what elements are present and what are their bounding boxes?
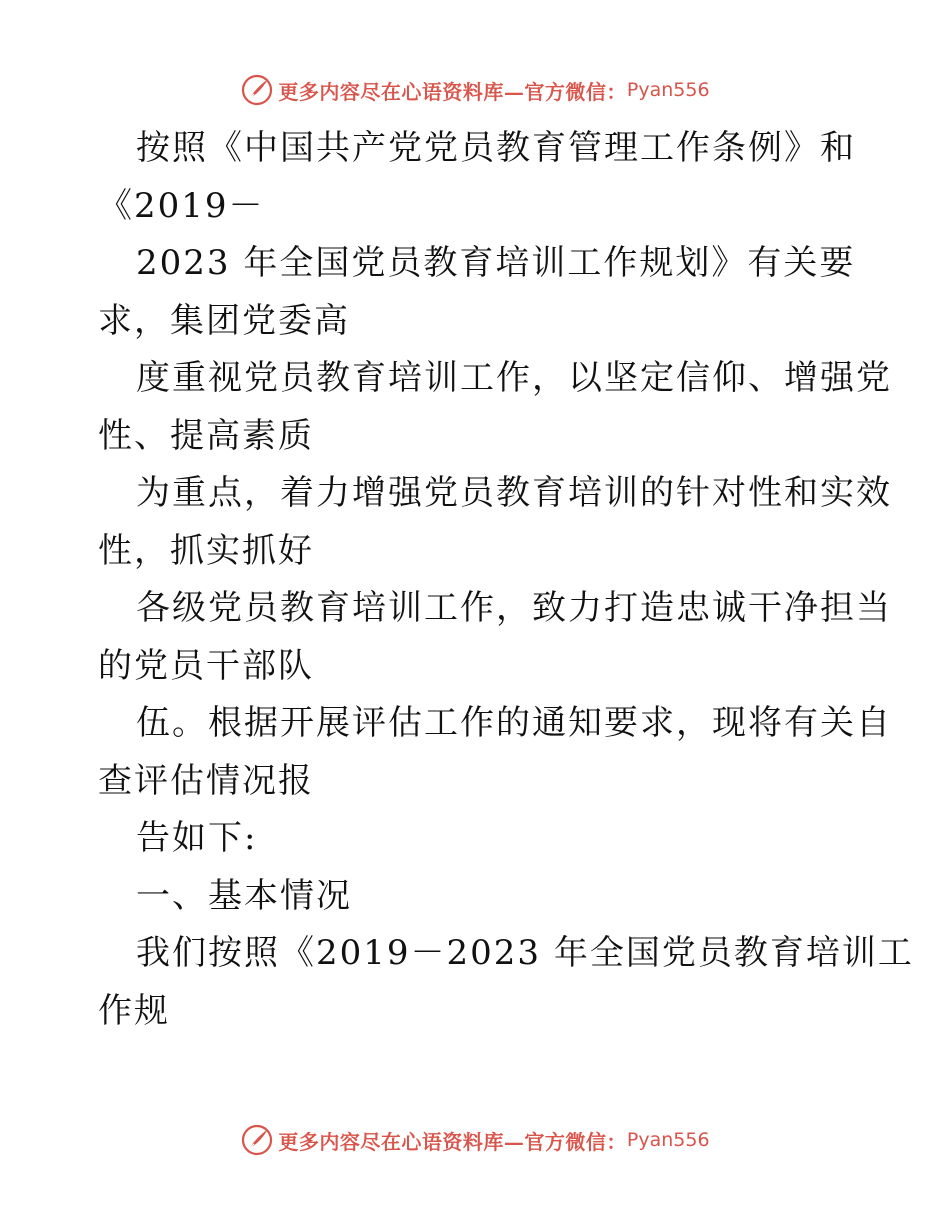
paragraph-line: 求，集团党委高	[98, 300, 350, 341]
paragraph-line: 告如下:	[136, 818, 258, 858]
paragraph-line: 作规	[98, 990, 170, 1031]
paragraph-line: 为重点，着力增强党员教育培训的针对性和实效	[136, 473, 892, 513]
paragraph-line: 《2019－	[98, 185, 265, 226]
paragraph-line: 性，抓实抓好	[98, 530, 314, 571]
quill-pen-logo-icon	[240, 73, 274, 107]
paragraph-line: 2023 年全国党员教育培训工作规划》有关要	[136, 243, 856, 283]
banner-text: 更多内容尽在心语资料库—官方微信：	[278, 79, 627, 104]
footer-banner	[0, 1120, 950, 1160]
paragraph-line: 我们按照《2019－2023 年全国党员教育培训工	[136, 933, 914, 973]
banner-text: 更多内容尽在心语资料库—官方微信：	[278, 1129, 627, 1154]
banner-handle: Pyan556	[626, 79, 710, 101]
paragraph-line: 的党员干部队	[98, 645, 314, 686]
paragraph-line: 伍。根据开展评估工作的通知要求，现将有关自	[136, 703, 892, 743]
document-body	[98, 120, 914, 1040]
paragraph-line: 度重视党员教育培训工作，以坚定信仰、增强党	[136, 358, 892, 398]
banner-handle: Pyan556	[626, 1129, 710, 1151]
quill-pen-logo-icon	[240, 1123, 274, 1157]
paragraph-line: 查评估情况报	[98, 760, 314, 801]
paragraph-line: 一、基本情况	[136, 875, 352, 916]
paragraph-line: 各级党员教育培训工作，致力打造忠诚干净担当	[136, 588, 892, 628]
paragraph-line: 按照《中国共产党党员教育管理工作条例》和	[136, 128, 856, 168]
header-banner	[0, 70, 950, 110]
paragraph-line: 性、提高素质	[98, 415, 314, 456]
